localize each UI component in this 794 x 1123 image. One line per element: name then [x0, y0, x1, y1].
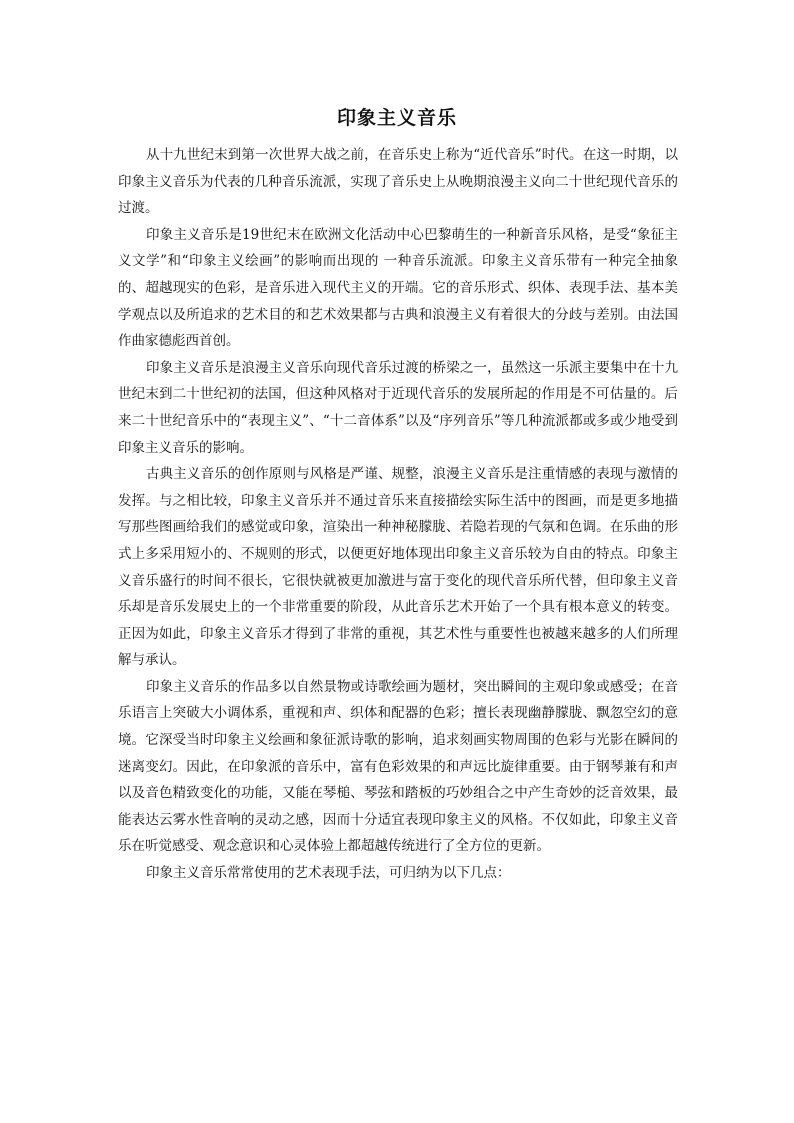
paragraph-1: 从十九世纪末到第一次世界大战之前，在音乐史上称为“近代音乐”时代。在这一时期，以印象主义音乐为代表的几种音乐流派，实现了音乐史上从晚期浪漫主义向二十世纪现代音乐的过渡。: [118, 147, 678, 217]
paragraph-5: 印象主义音乐的作品多以自然景物或诗歌绘画为题材，突出瞬间的主观印象或感受；在音乐语言上突破大小调体系，重视和声、织体和配器的色彩；擅长表现幽静朦胧、飘忽空幻的意境。它深受当时印象主义绘画和象征派诗歌的影响，追求刻画实物周围的色彩与光影在瞬间的迷离变幻。因此，在印象派的音乐中，富有色彩效果的和声远比旋律重要。由于钢琴兼有和声以及音色精致变化的功能，又能在琴槌、琴弦和踏板的巧妙组合之中产生奇妙的泛音效果，最能表达云雾水性音响的灵动之感，因而十分适宜表现印象主义的风格。不仅如此，印象主义音乐在听觉感受、观念意识和心灵体验上都超越传统进行了全方位的更新。: [118, 678, 678, 855]
paragraph-6: 印象主义音乐常常使用的艺术表现手法，可归纳为以下几点：: [146, 865, 511, 882]
paragraph-2: 印象主义音乐是19世纪末在欧洲文化活动中心巴黎萌生的一种新音乐风格，是受“象征主义文学”和“印象主义绘画”的影响而出现的 一种音乐流派。印象主义音乐带有一种完全抽象的、超越现实的色彩，是音乐进入现代主义的开端。它的音乐形式、织体、表现手法、基本美学观点以及所追求的艺术目的和艺术效果都与古典和浪漫主义有着很大的分歧与差别。由法国作曲家德彪西首创。: [118, 226, 678, 350]
paragraph-3: 印象主义音乐是浪漫主义音乐向现代音乐过渡的桥梁之一，虽然这一乐派主要集中在十九世纪末到二十世纪初的法国，但这种风格对于近现代音乐的发展所起的作用是不可估量的。后来二十世纪音乐中的“表现主义”、“十二音体系”以及“序列音乐”等几种流派都或多或少地受到印象主义音乐的影响。: [118, 359, 678, 456]
document-body: [118, 142, 678, 887]
paragraph-4: 古典主义音乐的创作原则与风格是严谨、规整，浪漫主义音乐是注重情感的表现与激情的发挥。与之相比较，印象主义音乐并不通过音乐来直接描绘实际生活中的图画，而是更多地描写那些图画给我们的感觉或印象，渲染出一种神秘朦胧、若隐若现的气氛和色调。在乐曲的形式上多采用短小的、不规则的形式，以便更好地体现出印象主义音乐较为自由的特点。印象主义音乐盛行的时间不很长，它很快就被更加激进与富于变化的现代音乐所代替，但印象主义音乐却是音乐发展史上的一个非常重要的阶段，从此音乐艺术开始了一个具有根本意义的转变。正因为如此，印象主义音乐才得到了非常的重视，其艺术性与重要性也被越来越多的人们所理解与承认。: [118, 466, 678, 669]
document-title: 印象主义音乐: [336, 107, 457, 129]
